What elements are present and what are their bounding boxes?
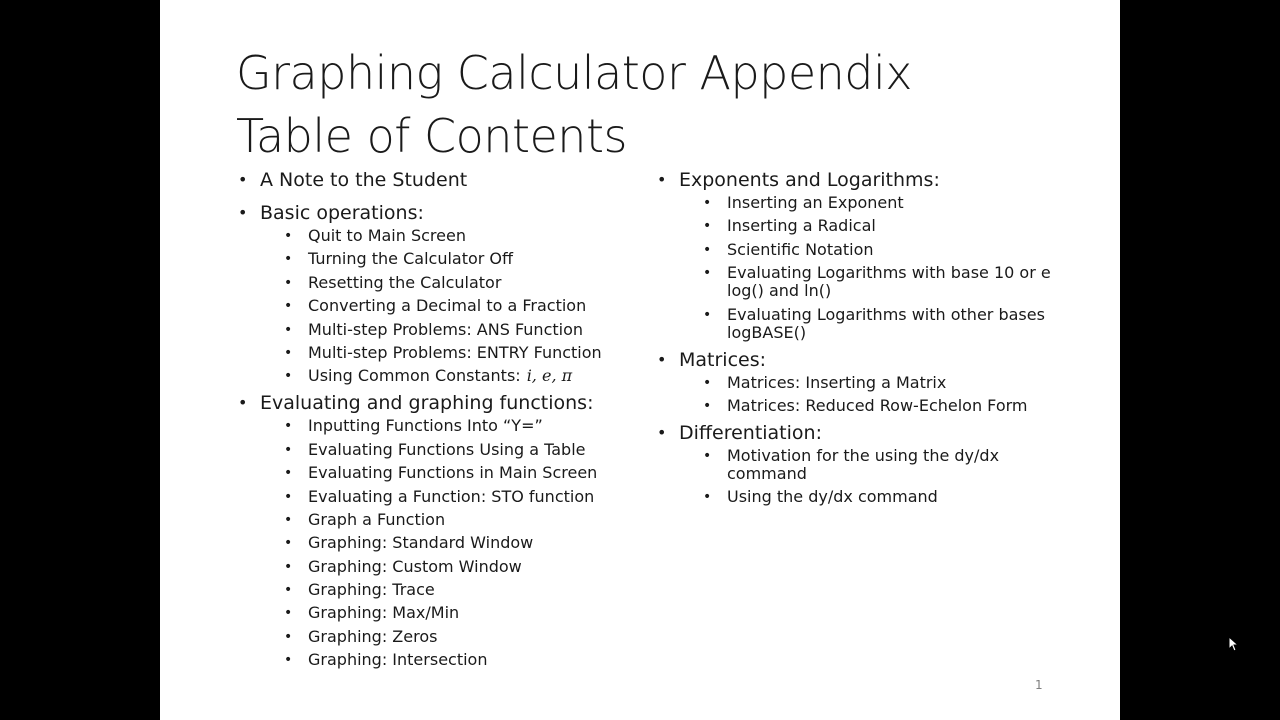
toc-item: • Matrices: Reduced Row-Echelon Form (655, 397, 1075, 415)
toc-item: • Using the dy/dx command (655, 488, 1075, 506)
toc-item: • Graphing: Custom Window (236, 558, 636, 576)
toc-item: • Graph a Function (236, 511, 636, 529)
toc-item: • Graphing: Intersection (236, 651, 636, 669)
toc-section-heading: • Exponents and Logarithms: (655, 168, 1075, 192)
toc-section (236, 391, 636, 669)
toc-item: • Multi-step Problems: ENTRY Function (236, 344, 636, 362)
toc-sublist (655, 447, 1075, 506)
toc-section-heading: • Differentiation: (655, 421, 1075, 445)
toc-section-heading: • Basic operations: (236, 201, 636, 225)
toc-item: • Evaluating Logarithms with other bases logBASE() (655, 306, 1075, 342)
toc-item: • Motivation for the using the dy/dx command (655, 447, 1075, 483)
toc-item: • Quit to Main Screen (236, 227, 636, 245)
presentation-slide (160, 0, 1120, 720)
toc-section (236, 201, 636, 385)
toc-item-label: Using Common Constants: (308, 366, 521, 386)
toc-left-column (236, 168, 636, 675)
toc-item: • Turning the Calculator Off (236, 250, 636, 268)
toc-item: • Multi-step Problems: ANS Function (236, 321, 636, 339)
toc-section (655, 421, 1075, 506)
toc-right-column (655, 168, 1075, 512)
toc-sublist (236, 227, 636, 385)
toc-item: • Resetting the Calculator (236, 274, 636, 292)
toc-item: • Evaluating Logarithms with base 10 or e log() and ln() (655, 264, 1075, 300)
toc-sublist (655, 374, 1075, 415)
toc-section (655, 168, 1075, 342)
slide-title-line-1: Graphing Calculator Appendix (236, 46, 912, 100)
toc-item (236, 367, 636, 385)
toc-item: • Inputting Functions Into “Y=” (236, 417, 636, 435)
slide-page-number: 1 (1035, 678, 1043, 692)
toc-item: • Evaluating Functions Using a Table (236, 441, 636, 459)
toc-section (236, 168, 636, 192)
toc-section (655, 348, 1075, 415)
toc-item: • Converting a Decimal to a Fraction (236, 297, 636, 315)
toc-section-heading: • A Note to the Student (236, 168, 636, 192)
toc-item: • Inserting an Exponent (655, 194, 1075, 212)
toc-item: • Evaluating a Function: STO function (236, 488, 636, 506)
toc-sublist (236, 417, 636, 669)
toc-item: • Graphing: Zeros (236, 628, 636, 646)
toc-item: • Evaluating Functions in Main Screen (236, 464, 636, 482)
toc-section-heading: • Evaluating and graphing functions: (236, 391, 636, 415)
toc-item: • Scientific Notation (655, 241, 1075, 259)
toc-item: • Graphing: Max/Min (236, 604, 636, 622)
slide-title-line-2: Table of Contents (236, 109, 627, 163)
mouse-pointer-icon (1228, 636, 1238, 652)
toc-sublist (655, 194, 1075, 342)
toc-item: • Inserting a Radical (655, 217, 1075, 235)
toc-item: • Graphing: Standard Window (236, 534, 636, 552)
toc-item: • Graphing: Trace (236, 581, 636, 599)
constants-math: i, e, π (526, 366, 573, 386)
toc-section-heading: • Matrices: (655, 348, 1075, 372)
toc-item: • Matrices: Inserting a Matrix (655, 374, 1075, 392)
